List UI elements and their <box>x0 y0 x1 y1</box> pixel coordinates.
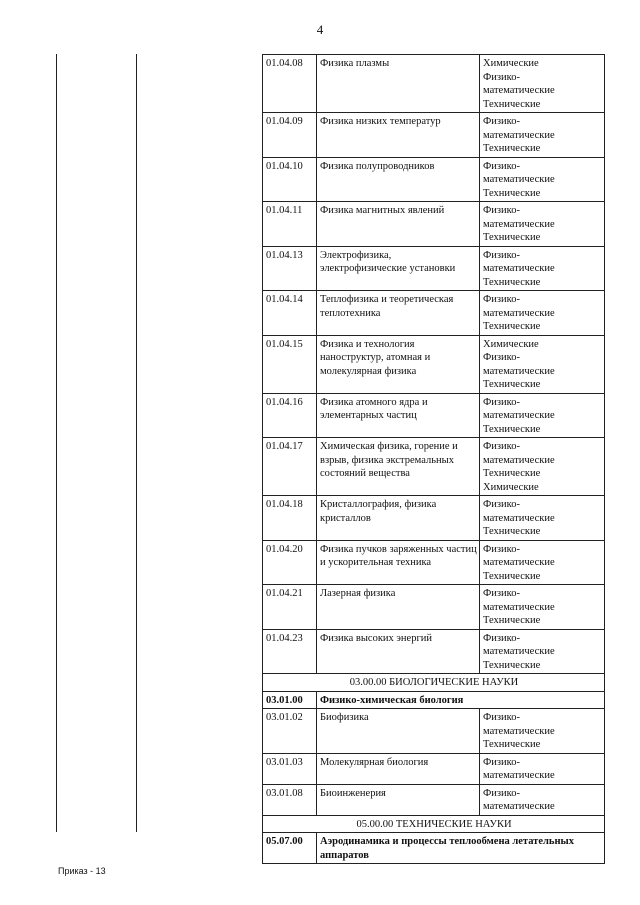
science-field: Физико- <box>483 71 520 83</box>
science-field: Технические <box>483 570 541 582</box>
science-field: Физико- <box>483 294 520 305</box>
science-field: Технические <box>483 276 541 288</box>
science-field: Физико- <box>483 787 520 799</box>
specialty-name: Кристаллография, физика кристаллов <box>317 496 480 541</box>
tech-section <box>263 815 605 864</box>
specialty-code: 01.04.17 <box>263 438 317 496</box>
group-name: Физико-химическая биология <box>317 691 605 709</box>
science-field: Технические <box>483 143 541 154</box>
science-fields <box>480 335 605 393</box>
science-fields <box>480 157 605 202</box>
table-row <box>263 246 605 291</box>
science-field: математические <box>483 410 555 421</box>
specialty-name: Биофизика <box>317 709 480 754</box>
science-fields <box>480 585 605 630</box>
specialty-name: Физика атомного ядра и элементарных частиц <box>317 393 480 438</box>
science-field: Химические <box>483 58 539 69</box>
science-field: математические <box>483 365 555 377</box>
science-field: Химические <box>483 338 539 350</box>
specialty-name: Физика полупроводников <box>317 157 480 202</box>
table-row <box>263 629 605 674</box>
group-row <box>263 833 605 864</box>
science-field: Технические <box>483 379 541 390</box>
science-fields <box>480 393 605 438</box>
specialty-code: 01.04.10 <box>263 157 317 202</box>
group-name: Аэродинамика и процессы теплообмена летательных аппаратов <box>317 833 605 864</box>
specialty-code: 03.01.03 <box>263 753 317 784</box>
specialties-table <box>262 54 605 864</box>
science-fields <box>480 496 605 541</box>
science-field: математические <box>483 174 555 185</box>
science-field: Технические <box>483 468 541 479</box>
specialty-name: Теплофизика и теоретическая теплотехника <box>317 291 480 336</box>
left-column-border-1 <box>56 54 57 832</box>
table-row <box>263 55 605 113</box>
table-row <box>263 291 605 336</box>
science-field: Технические <box>483 739 541 750</box>
science-field: математические <box>483 801 555 812</box>
specialty-name: Физика плазмы <box>317 55 480 113</box>
specialty-code: 01.04.14 <box>263 291 317 336</box>
specialty-code: 01.04.09 <box>263 113 317 158</box>
table-row <box>263 585 605 630</box>
science-fields <box>480 202 605 247</box>
science-field: Технические <box>483 98 541 110</box>
table-row <box>263 438 605 496</box>
science-field: Технические <box>483 423 541 435</box>
specialty-code: 01.04.11 <box>263 202 317 247</box>
science-fields <box>480 291 605 336</box>
science-field: математические <box>483 454 555 466</box>
footer-note: Приказ - 13 <box>58 866 106 876</box>
science-fields <box>480 709 605 754</box>
specialty-code: 01.04.20 <box>263 540 317 585</box>
science-field: Технические <box>483 321 541 332</box>
section-heading-bio: 03.00.00 БИОЛОГИЧЕСКИЕ НАУКИ <box>263 674 605 692</box>
science-field: Технические <box>483 615 541 626</box>
science-field: математические <box>483 770 555 781</box>
specialty-name: Физика высоких энергий <box>317 629 480 674</box>
science-field: Физико- <box>483 249 520 261</box>
specialty-name: Биоинженерия <box>317 784 480 815</box>
table-row <box>263 202 605 247</box>
science-field: математические <box>483 646 555 657</box>
science-field: математические <box>483 218 555 230</box>
science-field: Химические <box>483 481 539 493</box>
science-field: Физико- <box>483 632 520 644</box>
group-code: 03.01.00 <box>263 691 317 709</box>
science-field: Технические <box>483 232 541 243</box>
specialty-name: Физика пучков заряженных частиц и ускорительная техника <box>317 540 480 585</box>
table-row <box>263 335 605 393</box>
science-field: математические <box>483 129 555 141</box>
physics-rows <box>263 55 605 674</box>
specialty-code: 03.01.08 <box>263 784 317 815</box>
specialty-code: 01.04.08 <box>263 55 317 113</box>
table-row <box>263 540 605 585</box>
table-row <box>263 709 605 754</box>
science-field: Физико- <box>483 352 520 363</box>
science-field: Физико- <box>483 116 520 127</box>
table-row <box>263 753 605 784</box>
specialty-name: Физика магнитных явлений <box>317 202 480 247</box>
science-fields <box>480 113 605 158</box>
specialty-code: 01.04.16 <box>263 393 317 438</box>
science-fields <box>480 753 605 784</box>
science-fields <box>480 438 605 496</box>
science-field: математические <box>483 512 555 524</box>
specialty-code: 01.04.18 <box>263 496 317 541</box>
science-field: математические <box>483 557 555 568</box>
science-field: Физико- <box>483 756 520 768</box>
left-column-border-2 <box>136 54 137 832</box>
science-field: Технические <box>483 187 541 199</box>
science-field: Физико- <box>483 160 520 172</box>
bio-rows <box>263 709 605 816</box>
science-field: Физико- <box>483 543 520 555</box>
specialty-name: Лазерная физика <box>317 585 480 630</box>
table-row <box>263 157 605 202</box>
science-field: Физико- <box>483 588 520 599</box>
table-row <box>263 496 605 541</box>
section-header-row <box>263 674 605 692</box>
science-field: Физико- <box>483 712 520 723</box>
science-field: математические <box>483 307 555 319</box>
page-number: 4 <box>316 22 324 37</box>
group-row <box>263 691 605 709</box>
science-field: математические <box>483 85 555 96</box>
specialty-code: 01.04.15 <box>263 335 317 393</box>
specialty-name: Физика и технология наноструктур, атомная и молекулярная физика <box>317 335 480 393</box>
specialty-code: 01.04.21 <box>263 585 317 630</box>
science-field: Технические <box>483 659 541 671</box>
science-field: математические <box>483 601 555 613</box>
science-field: математические <box>483 725 555 737</box>
science-field: Технические <box>483 526 541 537</box>
specialty-code: 01.04.23 <box>263 629 317 674</box>
science-field: математические <box>483 263 555 274</box>
section-header-row <box>263 815 605 833</box>
science-field: Физико- <box>483 441 520 452</box>
specialty-name: Химическая физика, горение и взрыв, физика экстремальных состояний вещества <box>317 438 480 496</box>
science-fields <box>480 246 605 291</box>
science-fields <box>480 784 605 815</box>
table-row <box>263 113 605 158</box>
bio-section <box>263 674 605 709</box>
science-field: Физико- <box>483 205 520 216</box>
specialty-name: Электрофизика, электрофизические установки <box>317 246 480 291</box>
specialty-name: Физика низких температур <box>317 113 480 158</box>
science-fields <box>480 55 605 113</box>
specialty-code: 03.01.02 <box>263 709 317 754</box>
science-field: Физико- <box>483 396 520 408</box>
table-row <box>263 393 605 438</box>
group-code: 05.07.00 <box>263 833 317 864</box>
science-fields <box>480 629 605 674</box>
science-field: Физико- <box>483 499 520 510</box>
science-fields <box>480 540 605 585</box>
section-heading-tech: 05.00.00 ТЕХНИЧЕСКИЕ НАУКИ <box>263 815 605 833</box>
specialty-name: Молекулярная биология <box>317 753 480 784</box>
specialty-code: 01.04.13 <box>263 246 317 291</box>
table-row <box>263 784 605 815</box>
